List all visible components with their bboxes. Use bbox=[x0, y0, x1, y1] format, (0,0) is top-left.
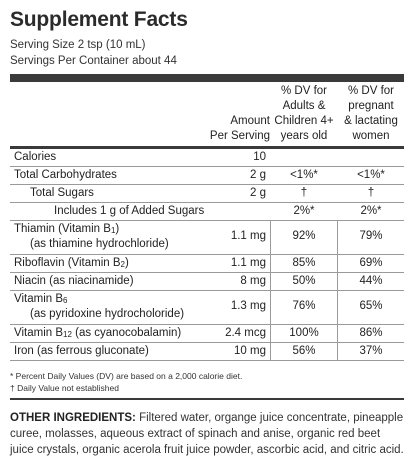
nutrient-name: Total Sugars bbox=[30, 187, 94, 199]
dv-pregnant: 44% bbox=[359, 275, 383, 287]
footnote-dagger: † Daily Value not established bbox=[10, 383, 119, 393]
nutrient-amount: 2 g bbox=[250, 187, 266, 199]
table-row bbox=[10, 149, 404, 167]
nutrient-name: Includes 1 g of Added Sugars bbox=[54, 205, 205, 217]
dv-adults: 100% bbox=[289, 327, 319, 339]
nutrient-name: Vitamin $B_{12}$ (as cyanocobalamin) bbox=[14, 327, 182, 339]
dv-adults: 2%* bbox=[293, 205, 315, 217]
nutrient-name: Vitamin $B_6$ bbox=[14, 293, 68, 305]
nutrient-amount: 1.3 mg bbox=[230, 300, 266, 312]
ingredients-text: Filtered water, organge juice concentrate, pineapple curee, molasses, aqueous extract of spinach and anise, organic red beet juice crystals, organic acerola fruit juice powder, ascorbic acid, and citric acid. bbox=[10, 412, 404, 456]
ingredients-label: OTHER INGREDIENTS: bbox=[10, 412, 136, 424]
dv-adults-header: % DV for Adults & Children 4+ years old bbox=[274, 85, 334, 142]
panel-title: Supplement Facts bbox=[10, 8, 188, 31]
table-row bbox=[10, 325, 404, 343]
servings-per-container: Servings Per Container about 44 bbox=[10, 55, 177, 67]
table-row bbox=[10, 203, 404, 221]
nutrient-name: Iron (as ferrous gluconate) bbox=[14, 345, 149, 357]
nutrient-amount: 2.4 mcg bbox=[225, 327, 266, 339]
nutrient-amount: 10 mg bbox=[234, 345, 266, 357]
nutrient-amount: 1.1 mg bbox=[230, 230, 266, 242]
thick-divider bbox=[10, 74, 404, 82]
nutrient-name: Riboflavin (Vitamin $B_2$) bbox=[14, 257, 129, 269]
column-header bbox=[10, 82, 404, 146]
bottom-divider bbox=[10, 398, 404, 400]
dv-pregnant: 69% bbox=[359, 257, 383, 269]
nutrient-name: Calories bbox=[14, 151, 57, 163]
table-row bbox=[10, 255, 404, 273]
dv-pregnant: † bbox=[367, 187, 375, 199]
dv-adults: 76% bbox=[292, 300, 316, 312]
nutrient-name: Total Carbohydrates bbox=[14, 169, 117, 181]
amount-header: Amount Per Serving bbox=[209, 115, 270, 142]
dv-adults: 56% bbox=[292, 345, 316, 357]
nutrient-source: (as pyridoxine hydrocholoride) bbox=[30, 308, 185, 320]
dv-adults: <1%* bbox=[290, 169, 318, 181]
dv-pregnant-header: % DV for pregnant & lactating women bbox=[344, 85, 398, 142]
supplement-facts-panel bbox=[10, 8, 404, 458]
nutrient-amount: 8 mg bbox=[240, 275, 266, 287]
dv-pregnant: 37% bbox=[359, 345, 383, 357]
dv-pregnant: 2%* bbox=[360, 205, 382, 217]
nutrient-source: (as thiamine hydrochloride) bbox=[30, 238, 169, 250]
dv-pregnant: <1%* bbox=[357, 169, 385, 181]
table-row bbox=[10, 291, 404, 325]
dv-adults: 50% bbox=[292, 275, 316, 287]
nutrient-amount: 1.1 mg bbox=[230, 257, 266, 269]
serving-size: Serving Size 2 tsp (10 mL) bbox=[10, 39, 146, 51]
footnote-dv: * Percent Daily Values (DV) are based on a 2,000 calorie diet. bbox=[10, 371, 243, 381]
nutrient-amount: 2 g bbox=[250, 169, 266, 181]
dv-pregnant: 65% bbox=[359, 300, 383, 312]
table-row bbox=[10, 167, 404, 185]
other-ingredients bbox=[10, 410, 404, 458]
dv-pregnant: 79% bbox=[359, 230, 383, 242]
nutrient-amount: 10 bbox=[253, 151, 266, 163]
dv-pregnant: 86% bbox=[359, 327, 383, 339]
dv-adults: 85% bbox=[292, 257, 316, 269]
nutrient-name: Niacin (as niacinamide) bbox=[14, 275, 134, 287]
nutrient-name: Thiamin (Vitamin $B_1$) bbox=[14, 223, 120, 235]
table-row bbox=[10, 185, 404, 203]
table-row bbox=[10, 343, 404, 361]
dv-adults: 92% bbox=[292, 230, 316, 242]
dv-adults: † bbox=[300, 187, 308, 199]
table-row bbox=[10, 221, 404, 255]
table-row bbox=[10, 273, 404, 291]
